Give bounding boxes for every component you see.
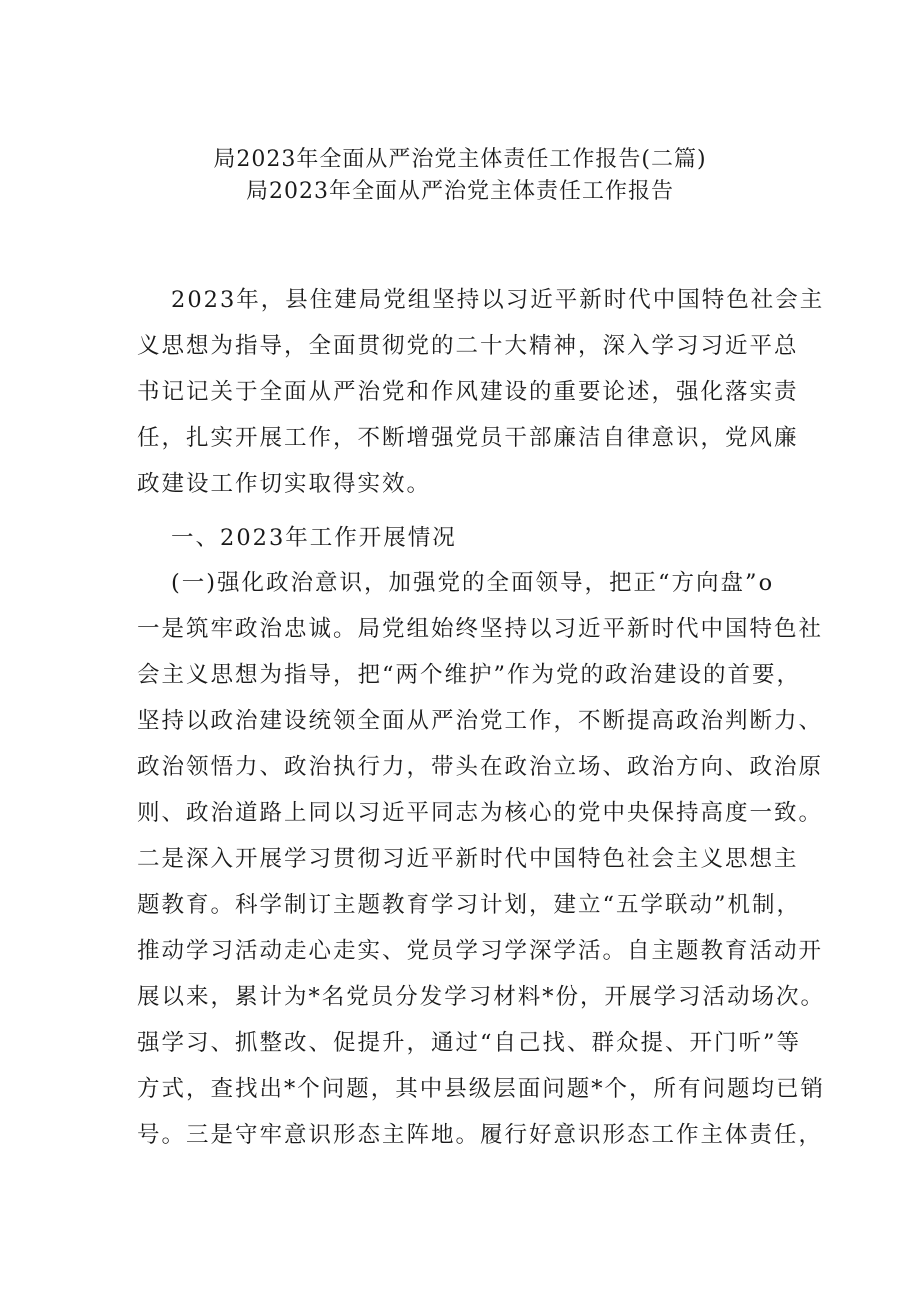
subsection-heading: (一)强化政治意识，加强党的全面领导，把正“方向盘”o bbox=[171, 570, 775, 596]
body-line: 方式，查找出*个问题，其中县级层面问题*个，所有问题均已销 bbox=[137, 1076, 826, 1102]
body-line: 则、政治道路上同以习近平同志为核心的党中央保持高度一致。 bbox=[137, 800, 824, 826]
body-line: 题教育。科学制订主题教育学习计划，建立“五学联动”机制， bbox=[137, 892, 802, 918]
document-subtitle: 局2023年全面从严治党主体责任工作报告 bbox=[246, 179, 674, 204]
body-line: 义思想为指导，全面贯彻党的二十大精神，深入学习习近平总 bbox=[137, 333, 799, 359]
body-line: 推动学习活动走心走实、党员学习学深学活。自主题教育活动开 bbox=[137, 938, 824, 964]
body-line: 一是筑牢政治忠诚。局党组始终坚持以习近平新时代中国特色社 bbox=[137, 616, 824, 642]
body-line: 坚持以政治建设统领全面从严治党工作，不断提高政治判断力、 bbox=[137, 708, 824, 734]
body-line: 强学习、抓整改、促提升，通过“自己找、群众提、开门听”等 bbox=[137, 1030, 802, 1056]
body-line: 2023年，县住建局党组坚持以习近平新时代中国特色社会主 bbox=[171, 287, 825, 313]
body-line: 号。三是守牢意识形态主阵地。履行好意识形态工作主体责任， bbox=[137, 1122, 824, 1148]
section-heading: 一、2023年工作开展情况 bbox=[171, 525, 457, 551]
body-line: 任，扎实开展工作，不断增强党员干部廉洁自律意识，党风廉 bbox=[137, 425, 799, 451]
body-line: 会主义思想为指导，把“两个维护”作为党的政治建设的首要， bbox=[137, 662, 802, 688]
body-line: 政建设工作切实取得实效。 bbox=[137, 471, 432, 497]
document-title: 局2023年全面从严治党主体责任工作报告(二篇) bbox=[213, 147, 707, 172]
body-line: 二是深入开展学习贯彻习近平新时代中国特色社会主义思想主 bbox=[137, 846, 799, 872]
body-line: 政治领悟力、政治执行力，带头在政治立场、政治方向、政治原 bbox=[137, 754, 824, 780]
body-line: 书记记关于全面从严治党和作风建设的重要论述，强化落实责 bbox=[137, 379, 799, 405]
body-line: 展以来，累计为*名党员分发学习材料*份，开展学习活动场次。 bbox=[137, 984, 826, 1010]
